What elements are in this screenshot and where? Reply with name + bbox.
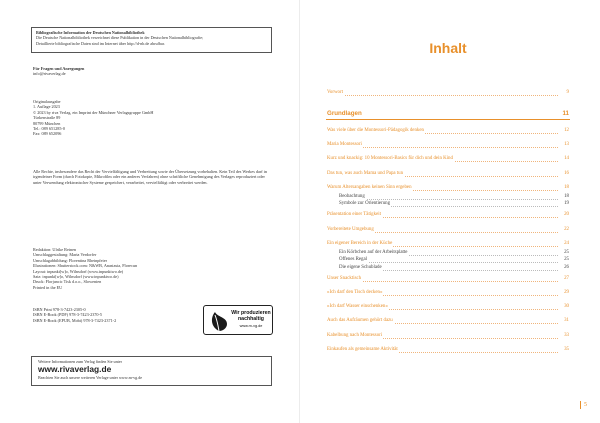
credit-line: Printed in the EU [33,284,63,290]
table-of-contents [326,0,570,423]
toc-page-number: 30 [564,304,569,310]
badge-line-2: nachhaltig [238,316,264,322]
toc-label: Ein eigener Bereich in der Küche [327,240,393,246]
page-number: 5 [580,401,587,409]
chapter-rule [326,119,570,120]
toc-label: Kurz und knackig: 10 Montessori-Basics für dich und dein Kind [327,156,453,162]
toc-label: Ein Körbchen auf der Arbeitsplatte [339,249,408,255]
toc-entry[interactable] [326,226,570,235]
toc-entry[interactable] [326,184,570,193]
toc-chapter[interactable] [326,110,570,119]
imprint-line: 80799 München [33,120,61,126]
toc-label: Einkaufen als gemeinsame Aktivität [327,346,398,352]
contact-email[interactable]: info@rivaverlag.de [33,71,66,77]
more-info-note: Weitere Informationen zum Verlag finden Sie unter [38,359,122,364]
toc-page-number: 29 [564,289,569,295]
toc-page-number: 20 [564,212,569,218]
toc-subentry[interactable] [326,264,570,273]
credit-line: Satz: inpunkt[w]o, Wilnsdorf (www.inpunktwo.de) [33,274,119,280]
toc-label: Auch das Aufräumen gehört dazu [327,318,393,324]
imprint-line: Türkenstraße 89 [33,115,61,121]
toc-label: Das tun, was auch Mama und Papa tun [327,170,404,176]
credit-line: Druck: Florjancic Tisk d.o.o., Slowenien [33,279,102,285]
toc-label: Präsentation einer Tätigkeit [327,212,381,218]
toc-leader [326,95,558,96]
toc-subentry[interactable] [326,200,570,209]
rights-text: Alle Rechte, insbesondere das Recht der Vervielfältigung und Verbreitung sowie der Übersetzung vorbehalten. Kein Teil des Werkes darf in irgendeiner Form (durch Fotokopie, Mikrofilm oder ein anderes Verfahren) ohne schriftliche Genehmigung des Verlages reproduziert oder unter Verwendung elektronischer Systeme gespeichert, verarbeitet, vervielfältigt oder verbreitet werden. [33,169,267,185]
rights-notice [33,169,273,185]
toc-page-number: 13 [564,142,569,148]
toc-entry[interactable] [326,170,570,179]
toc-label: Was viele über die Montessori-Pädagogik denken [327,128,424,133]
toc-page-number: 18 [564,193,569,199]
credit-line: Redaktion: Ulrike Reinen [33,247,77,252]
credit-line: Layout: inpunkt[w]o, Wilnsdorf (www.inpunktwo.de) [33,268,124,274]
toc-page-number: 18 [564,184,569,190]
badge-text [231,310,271,329]
toc-page-number: 19 [564,201,569,207]
toc-label: Warum Altersangaben keinen Sinn ergeben [327,184,412,190]
credit-line: Umschlagabbildung: Florentina Rheinpfeier [33,257,107,263]
toc-title: Inhalt [429,40,467,56]
isbn-line: ISBN Print 978-3-7423-2305-0 [33,307,86,312]
toc-entry[interactable] [326,346,570,355]
toc-page-number: 25 [564,257,569,263]
toc-label: Maria Montessori [327,142,362,148]
toc-label: Vorwort [327,90,343,95]
credits-block [33,247,137,290]
publisher-info-box [31,356,272,386]
biblio-line: Die Deutsche Nationalbibliothek verzeichnet diese Publikation in der Deutschen Nationalbibliografie; [36,35,204,41]
toc-label: Beobachtung [339,193,365,199]
credit-line: Illustrationen: Shutterstock.com: N&WB, Anastasia, Florecun [33,263,138,269]
toc-entry[interactable] [326,127,570,136]
badge-line-1: Wir produzieren [231,310,271,316]
other-publishers-note: Beachten Sie auch unsere weiteren Verlage unter www.m-vg.de [38,375,143,381]
publisher-url[interactable]: www.rivaverlag.de [38,364,112,375]
toc-page-number: 12 [564,128,569,133]
toc-entry[interactable] [326,211,570,220]
isbn-block [33,307,116,323]
imprint-line: Fax: 089 652096 [33,131,62,137]
biblio-title: Bibliografische Information der Deutschen Nationalbibliothek [36,30,145,35]
toc-label: Kabelbung nach Montessori [327,332,383,338]
toc-label: Unser Snacktisch [327,275,362,281]
toc-page-number: 25 [564,249,569,255]
contact-heading: Für Fragen und Anregungen [33,66,85,71]
toc-label: »Ich darf Wasser einschenken« [327,304,388,310]
toc-page-number: 35 [564,346,569,352]
toc-entry[interactable] [326,332,570,341]
toc-entry[interactable] [326,89,570,98]
bibliographic-info-box [31,27,272,53]
toc-entry[interactable] [326,240,570,249]
toc-page-number: 31 [564,318,569,324]
badge-url: www.m-vg.de [239,324,263,328]
credit-line: Umschlaggestaltung: Maria Verdorfer [33,252,97,258]
toc-page-number: 33 [564,332,569,338]
biblio-line: Detaillierte bibliografische Daten sind im Internet über http://d-nb.de abrufbar. [36,40,165,46]
toc-entry[interactable] [326,155,570,164]
toc-label: »Ich darf den Tisch decken« [327,289,383,295]
toc-entry[interactable] [326,303,570,312]
toc-page-number: 27 [564,275,569,281]
toc-entry[interactable] [326,289,570,298]
toc-entry[interactable] [326,275,570,284]
toc-page-number: 16 [564,170,569,176]
imprint-block [33,99,153,137]
imprint-line: Originalausgabe [33,99,61,104]
toc-label: Grundlagen [327,110,362,117]
toc-page-number: 26 [564,264,569,270]
toc-label: Vorbereitete Umgebung [327,226,374,232]
toc-label: Die eigene Schublade [339,264,382,270]
imprint-line: 1. Auflage 2023 [33,104,60,110]
toc-page-number: 14 [564,156,569,162]
imprint-line: © 2023 by riva Verlag, ein Imprint der Münchner Verlagsgruppe GmbH [33,109,154,115]
toc-page-number: 24 [564,240,569,246]
toc-entry[interactable] [326,317,570,326]
toc-page-number: 9 [566,90,569,95]
isbn-line: ISBN E-Book (EPUB, Mobi) 978-3-7423-2371-2 [33,317,117,323]
leaf-icon [207,309,231,333]
toc-label: Symbole zur Orientierung [339,201,391,207]
toc-entry[interactable] [326,141,570,150]
isbn-line: ISBN E-Book (PDF) 978-3-7423-2370-5 [33,312,102,318]
sustainability-badge [203,305,273,335]
imprint-line: Tel.: 089 651285-0 [33,126,65,132]
toc-page-number: 22 [564,226,569,232]
toc-label: Offenes Regal [339,257,368,263]
contact-block [33,66,84,77]
toc-page-number: 11 [562,110,569,117]
